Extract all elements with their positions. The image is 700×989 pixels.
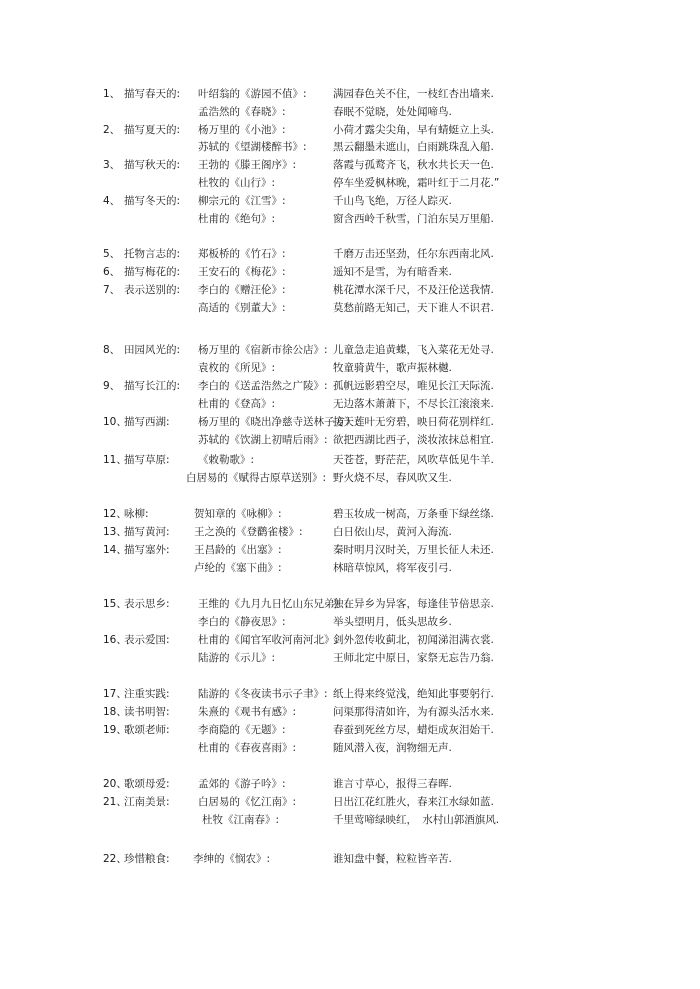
entry-verse: 春眠不觉晓，处处闻啼鸟. [333, 106, 452, 118]
entry-source: 杜甫的《登高》: [198, 398, 276, 410]
poem-entry [0, 104, 700, 120]
entry-verse: 千里莺啼绿映红， 水村山郭酒旗风. [333, 814, 500, 826]
poem-entry [0, 452, 700, 468]
entry-verse: 桃花潭水深千尺，不及汪伦送我情. [333, 284, 494, 296]
poem-entry [0, 360, 700, 376]
entry-number: 2、 [103, 124, 121, 136]
entry-category: 表示思乡: [124, 598, 170, 610]
entry-number: 7、 [103, 284, 121, 296]
poem-entry [0, 264, 700, 280]
entry-category: 珍惜粮食: [124, 853, 170, 865]
entry-source: 贺知章的《咏柳》: [194, 508, 282, 520]
entry-category: 读书明智: [124, 706, 170, 718]
entry-verse: 日出江花红胜火，春来江水绿如蓝. [333, 796, 494, 808]
entry-source: 李商隐的《无题》: [198, 724, 286, 736]
entry-verse: 碧玉妆成一树高，万条垂下绿丝绦. [333, 508, 494, 520]
entry-source: 苏轼的《望湖楼醉书》: [198, 141, 307, 153]
entry-number: 1、 [103, 88, 121, 100]
entry-source: 李白的《送孟浩然之广陵》: [198, 380, 328, 392]
entry-source: 杨万里的《宿新市徐公店》: [198, 344, 328, 356]
entry-verse: 问渠那得清如许，为有源头活水来. [333, 706, 494, 718]
poem-entry [0, 560, 700, 576]
entry-source: 朱熹的《观书有感》: [198, 706, 297, 718]
entry-source: 杨万里的《晓出净慈寺送林子方》: [198, 416, 360, 428]
entry-verse: 谁知盘中餐，粒粒皆辛苦. [333, 853, 452, 865]
entry-category: 歌颂母爱: [124, 778, 170, 790]
entry-number: 5、 [103, 248, 121, 260]
entry-verse: 王师北定中原日，家祭无忘告乃翁. [333, 652, 494, 664]
entry-number: 22、 [103, 853, 127, 865]
entry-source: 高适的《别董大》: [198, 302, 286, 314]
poem-entry [0, 812, 700, 828]
poem-entry [0, 157, 700, 173]
entry-source: 袁枚的《所见》: [198, 362, 276, 374]
entry-source: 卢纶的《塞下曲》: [194, 562, 282, 574]
entry-category: 咏柳: [124, 508, 149, 520]
entry-number: 6、 [103, 266, 121, 278]
entry-category: 描写秋天的: [124, 159, 181, 171]
poem-entry [0, 650, 700, 666]
entry-verse: 接天莲叶无穷碧，映日荷花别样红. [333, 416, 494, 428]
entry-category: 描写西湖: [124, 416, 170, 428]
entry-verse: 牧童骑黄牛，歌声振林樾. [333, 362, 452, 374]
entry-category: 描写梅花的: [124, 266, 181, 278]
entry-verse: 窗含西岭千秋雪，门泊东吴万里船. [333, 213, 494, 225]
entry-verse: 遥知不是雪，为有暗香来. [333, 266, 452, 278]
poem-entry [0, 246, 700, 262]
entry-source: 李白的《赠汪伦》: [198, 284, 286, 296]
entry-number: 10、 [103, 416, 127, 428]
poem-entry [0, 139, 700, 155]
poem-entry [0, 396, 700, 412]
poem-entry [0, 524, 700, 540]
entry-source: 杜牧《江南春》: [202, 814, 280, 826]
poem-entry [0, 614, 700, 630]
entry-category: 描写夏天的: [124, 124, 181, 136]
entry-category: 描写冬天的: [124, 195, 181, 207]
entry-verse: 莫愁前路无知己，天下谁人不识君. [333, 302, 494, 314]
poem-entry [0, 470, 700, 486]
poem-entry [0, 282, 700, 298]
entry-category: 注重实践: [124, 688, 170, 700]
poem-entry [0, 740, 700, 756]
entry-verse: 举头望明月，低头思故乡. [333, 616, 452, 628]
entry-verse: 儿童急走追黄蝶，飞入菜花无处寻. [333, 344, 494, 356]
entry-number: 12、 [103, 508, 127, 520]
entry-verse: 剑外忽传收蓟北，初闻涕泪满衣裳. [333, 634, 494, 646]
entry-source: 王勃的《滕王阁序》: [198, 159, 297, 171]
entry-number: 14、 [103, 544, 127, 556]
entry-source: 杜甫的《绝句》: [198, 213, 276, 225]
entry-source: 李白的《静夜思》: [198, 616, 286, 628]
poem-entry [0, 378, 700, 394]
entry-verse: 无边落木萧萧下，不尽长江滚滚来. [333, 398, 494, 410]
entry-category: 描写春天的: [124, 88, 181, 100]
entry-source: 陆游的《示儿》: [198, 652, 276, 664]
entry-verse: 小荷才露尖尖角，早有蜻蜓立上头. [333, 124, 494, 136]
poem-entry [0, 542, 700, 558]
entry-verse: 随风潜入夜，润物细无声. [333, 742, 452, 754]
entry-category: 描写草原: [124, 454, 170, 466]
poem-entry [0, 722, 700, 738]
poem-entry [0, 794, 700, 810]
entry-verse: 谁言寸草心，报得三春晖. [333, 778, 452, 790]
entry-verse: 满园春色关不住，一枝红杏出墙来. [333, 88, 494, 100]
entry-source: 《敕勒歌》: [198, 454, 255, 466]
entry-category: 江南美景: [124, 796, 170, 808]
entry-number: 18、 [103, 706, 127, 718]
entry-source: 王昌龄的《出塞》: [194, 544, 282, 556]
entry-category: 表示爱国: [124, 634, 170, 646]
poem-entry [0, 211, 700, 227]
entry-verse: 独在异乡为异客，每逢佳节倍思亲. [333, 598, 494, 610]
entry-verse: 春蚕到死丝方尽，蜡炬成灰泪始干. [333, 724, 494, 736]
entry-category: 托物言志的: [124, 248, 181, 260]
entry-category: 描写长江的: [124, 380, 181, 392]
entry-verse: 千磨万击还坚劲，任尔东西南北风. [333, 248, 494, 260]
entry-category: 歌颂老师: [124, 724, 170, 736]
entry-source: 王安石的《梅花》: [198, 266, 286, 278]
entry-verse: 孤帆远影碧空尽，唯见长江天际流. [333, 380, 494, 392]
entry-category: 描写塞外: [124, 544, 170, 556]
entry-verse: 黑云翻墨未遮山，白雨跳珠乱入船. [333, 141, 494, 153]
poem-entry [0, 193, 700, 209]
entry-number: 8、 [103, 344, 121, 356]
entry-category: 田园风光的: [124, 344, 181, 356]
poem-entry [0, 122, 700, 138]
entry-number: 16、 [103, 634, 127, 646]
entry-source: 白居易的《赋得古原草送别》: [186, 472, 327, 484]
entry-number: 17、 [103, 688, 127, 700]
poem-entry [0, 300, 700, 316]
poem-entry [0, 506, 700, 522]
entry-number: 19、 [103, 724, 127, 736]
entry-source: 郑板桥的《竹石》: [198, 248, 286, 260]
entry-source: 李绅的《悯农》: [193, 853, 271, 865]
entry-source: 杨万里的《小池》: [198, 124, 286, 136]
entry-source: 叶绍翁的《游园不值》: [198, 88, 307, 100]
entry-number: 21、 [103, 796, 127, 808]
poem-entry [0, 632, 700, 648]
entry-verse: 纸上得来终觉浅，绝知此事要躬行. [333, 688, 494, 700]
entry-source: 孟郊的《游子吟》: [198, 778, 286, 790]
entry-verse: 停车坐爱枫林晚，霜叶红于二月花.” [333, 177, 500, 189]
entry-source: 王维的《九月九日忆山东兄弟》: [198, 598, 349, 610]
entry-number: 4、 [103, 195, 121, 207]
entry-verse: 秦时明月汉时关，万里长征人未还. [333, 544, 494, 556]
entry-number: 11、 [103, 454, 127, 466]
poem-entry [0, 86, 700, 102]
entry-verse: 千山鸟飞绝，万径人踪灭. [333, 195, 452, 207]
entry-verse: 天苍苍，野茫茫，风吹草低见牛羊. [333, 454, 494, 466]
entry-source: 陆游的《冬夜读书示子聿》: [198, 688, 328, 700]
entry-source: 白居易的《忆江南》: [198, 796, 297, 808]
entry-category: 表示送别的: [124, 284, 181, 296]
entry-number: 3、 [103, 159, 121, 171]
entry-source: 孟浩然的《春晓》: [198, 106, 286, 118]
entry-verse: 白日依山尽，黄河入海流. [333, 526, 452, 538]
entry-number: 15、 [103, 598, 127, 610]
poem-entry [0, 851, 700, 867]
poem-entry [0, 342, 700, 358]
poem-entry [0, 596, 700, 612]
entry-verse: 欲把西湖比西子，淡妆浓抹总相宜. [333, 434, 494, 446]
poem-entry [0, 432, 700, 448]
entry-source: 杜甫的《春夜喜雨》: [198, 742, 297, 754]
poem-entry [0, 414, 700, 430]
entry-verse: 落霞与孤鹜齐飞，秋水共长天一色. [333, 159, 494, 171]
entry-source: 王之涣的《登鹳雀楼》: [194, 526, 303, 538]
entry-source: 杜牧的《山行》: [198, 177, 276, 189]
entry-number: 13、 [103, 526, 127, 538]
entry-source: 柳宗元的《江雪》: [198, 195, 286, 207]
entry-source: 杜甫的《闻官军收河南河北》: [198, 634, 339, 646]
entry-verse: 野火烧不尽，春风吹又生. [333, 472, 452, 484]
poem-entry [0, 175, 700, 191]
poem-entry [0, 686, 700, 702]
entry-number: 9、 [103, 380, 121, 392]
poem-entry [0, 776, 700, 792]
entry-source: 苏轼的《饮湖上初晴后雨》: [198, 434, 328, 446]
poem-entry [0, 704, 700, 720]
entry-category: 描写黄河: [124, 526, 170, 538]
entry-verse: 林暗草惊风，将军夜引弓. [333, 562, 452, 574]
entry-number: 20、 [103, 778, 127, 790]
